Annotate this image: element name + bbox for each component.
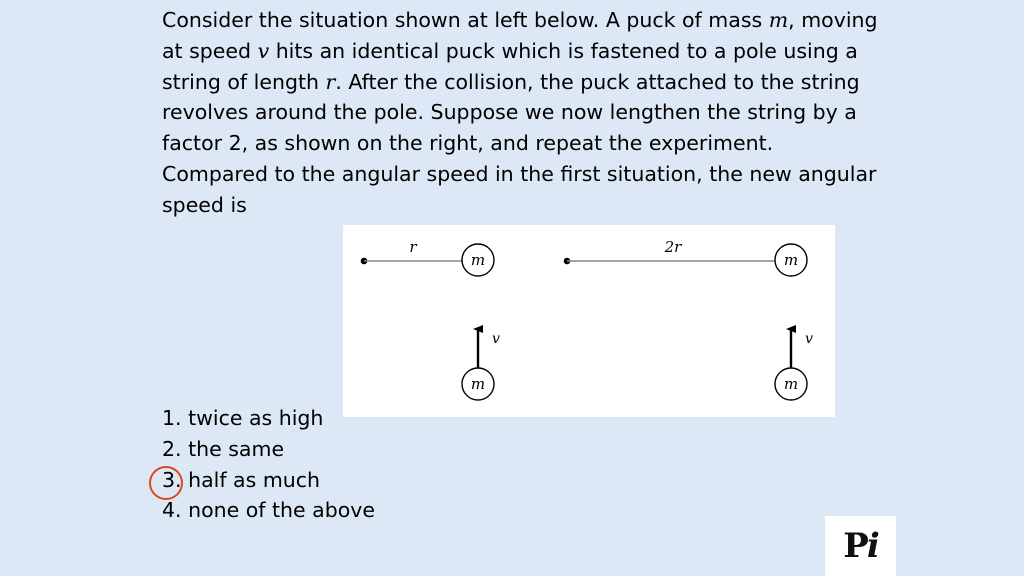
string-label-left: r xyxy=(409,238,417,256)
logo-mark: Pi xyxy=(843,526,878,566)
option-2[interactable]: 2. the same xyxy=(162,436,285,461)
question-text: Consider the situation shown at left below. A puck of mass m, moving at speed v hits an identical puck which is fastened to a pole using a string of length r. After the collision, the puck attached to the string revolves around the pole. Suppose we now lengthen the string by a factor 2, as shown on the right, and repeat the experiment. Compared to the angular speed in the first situation, the new angular speed is xyxy=(162,8,878,217)
option-3[interactable]: 3. half as much xyxy=(162,465,375,496)
velocity-label-right: v xyxy=(805,331,813,347)
puck-moving-right-label: m xyxy=(783,375,799,393)
scenario-short-string xyxy=(361,238,500,400)
scenario-long-string xyxy=(564,238,813,400)
puck-attached-left-label: m xyxy=(470,251,486,269)
logo xyxy=(825,516,896,576)
puck-attached-right-label: m xyxy=(783,251,799,269)
mass-symbol: m xyxy=(768,8,789,32)
collision-diagram xyxy=(343,225,835,417)
length-symbol: r xyxy=(325,69,336,94)
velocity-label-left: v xyxy=(492,331,500,347)
puck-moving-left-label: m xyxy=(470,375,486,393)
speed-symbol: v xyxy=(257,38,270,63)
option-4[interactable]: 4. none of the above xyxy=(162,498,376,523)
answer-options xyxy=(162,403,375,526)
option-1[interactable]: 1. twice as high xyxy=(162,406,324,430)
string-label-right: 2r xyxy=(664,238,682,256)
